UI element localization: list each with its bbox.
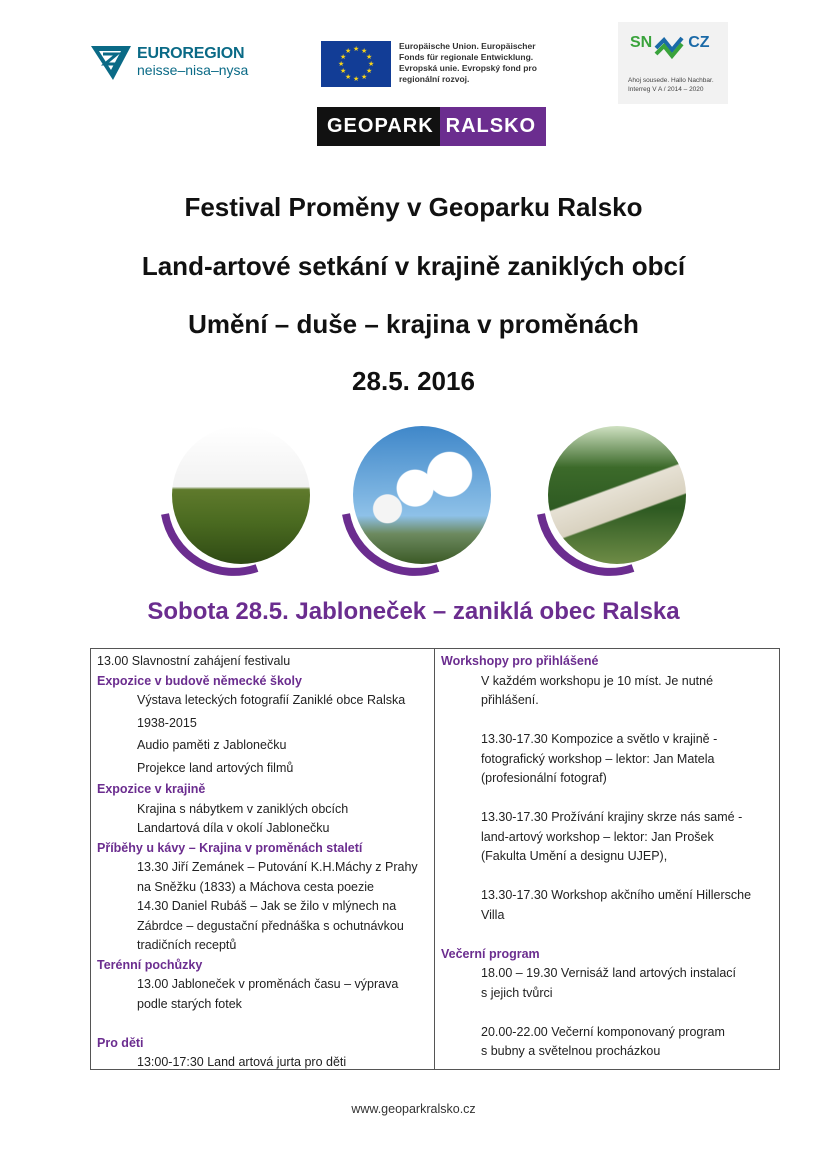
ralsko-label: RALSKO <box>440 107 546 146</box>
euroregion-name: EUROREGION <box>137 44 245 62</box>
section-heading: Příběhy u kávy – Krajina v proměnách staletí <box>97 840 363 855</box>
list-item: 18.00 – 19.30 Vernisáž land artových instalací <box>481 966 737 980</box>
list-item: 13.00 Jabloneček v proměnách času – výprava <box>137 977 399 991</box>
euroregion-subname: neisse–nisa–nysa <box>137 61 249 78</box>
list-item: Villa <box>481 907 505 922</box>
list-item: 13.30-17.30 Kompozice a světlo v krajině - <box>481 732 718 746</box>
program-right-column <box>441 652 776 1062</box>
section-heading: Expozice v budově německé školy <box>97 673 302 688</box>
opening-item: 13.00 Slavnostní zahájení festivalu <box>97 654 291 668</box>
eu-fund-text: Europäische Union. Europäischer Fonds für regionale Entwicklung. Evropská unie. Evropský fond pro regionální rozvoj. <box>399 41 537 84</box>
list-item: Zábrdce – degustační přednáška s ochutnávkou <box>137 918 404 933</box>
column-divider <box>434 649 435 1069</box>
website-link[interactable]: www.geoparkralsko.cz <box>351 1102 476 1116</box>
geopark-label: GEOPARK <box>317 107 440 146</box>
list-item: Audio paměti z Jablonečku <box>137 738 287 752</box>
list-item: land-artový workshop – lektor: Jan Prošek <box>481 829 714 844</box>
cz-label: CZ <box>688 34 710 51</box>
section-heading: Večerní program <box>441 946 540 961</box>
interreg-caption-1: Ahoj sousede. Hallo Nachbar. <box>628 77 714 84</box>
list-item: s jejich tvůrci <box>481 985 553 1000</box>
eu-flag-icon: ★ ★ ★ ★ ★ ★ ★ ★ ★ ★ ★ ★ <box>321 41 391 87</box>
list-item: 13.30 Jiří Zemánek – Putování K.H.Máchy z Prahy <box>137 860 418 874</box>
program-left-column <box>97 652 429 1073</box>
list-item: tradičních receptů <box>137 938 237 952</box>
list-item: 13.30-17.30 Prožívání krajiny skrze nás samé - <box>481 810 743 824</box>
interreg-logo <box>618 22 728 104</box>
euroregion-logo <box>91 42 248 82</box>
list-item: 13.30-17.30 Workshop akčního umění Hillersche <box>481 888 752 902</box>
list-item: s bubny a světelnou procházkou <box>481 1044 661 1058</box>
list-item: (profesionální fotograf) <box>481 771 607 785</box>
list-item: 14.30 Daniel Rubáš – Jak se žilo v mlýnech na <box>137 899 397 913</box>
euroregion-mark-icon <box>91 42 131 82</box>
list-item: 20.00-22.00 Večerní komponovaný program <box>481 1024 725 1039</box>
section-heading: Pro děti <box>97 1035 144 1050</box>
geopark-logo <box>317 107 546 146</box>
eu-logo <box>321 41 549 87</box>
festival-date: 28.5. 2016 <box>352 366 475 396</box>
list-item: na Sněžku (1833) a Máchova cesta poezie <box>137 879 374 894</box>
list-item: (Fakulta Umění a designu UJEP), <box>481 849 668 863</box>
list-item: přihlášení. <box>481 693 539 707</box>
festival-title: Festival Proměny v Geoparku Ralsko <box>184 192 643 222</box>
event-day-heading: Sobota 28.5. Jabloneček – zaniklá obec Ralska <box>147 598 680 625</box>
festival-subtitle: Land-artové setkání v krajině zaniklých obcí <box>141 251 686 281</box>
list-item: Krajina s nábytkem v zaniklých obcích <box>137 801 349 816</box>
interreg-caption-2: Interreg V A / 2014 – 2020 <box>628 86 704 93</box>
sn-label: SN <box>630 34 653 51</box>
festival-motto: Umění – duše – krajina v proměnách <box>188 309 639 339</box>
list-item: V každém workshopu je 10 míst. Je nutné <box>481 673 714 688</box>
list-item: Landartová díla v okolí Jablonečku <box>137 821 330 835</box>
section-heading: Expozice v krajině <box>97 782 206 796</box>
list-item: podle starých fotek <box>137 996 242 1011</box>
program-table <box>90 648 780 1070</box>
list-item: 1938-2015 <box>137 715 197 730</box>
section-heading: Workshopy pro přihlášené <box>441 654 599 668</box>
list-item: Projekce land artových filmů <box>137 760 294 775</box>
section-heading: Terénní pochůzky <box>97 957 203 972</box>
list-item: Výstava leteckých fotografií Zaniklé obce Ralska <box>137 693 406 707</box>
list-item: 13:00-17:30 Land artová jurta pro děti <box>137 1055 347 1069</box>
interreg-wave-icon <box>654 34 686 60</box>
list-item: fotografický workshop – lektor: Jan Matela <box>481 751 715 766</box>
